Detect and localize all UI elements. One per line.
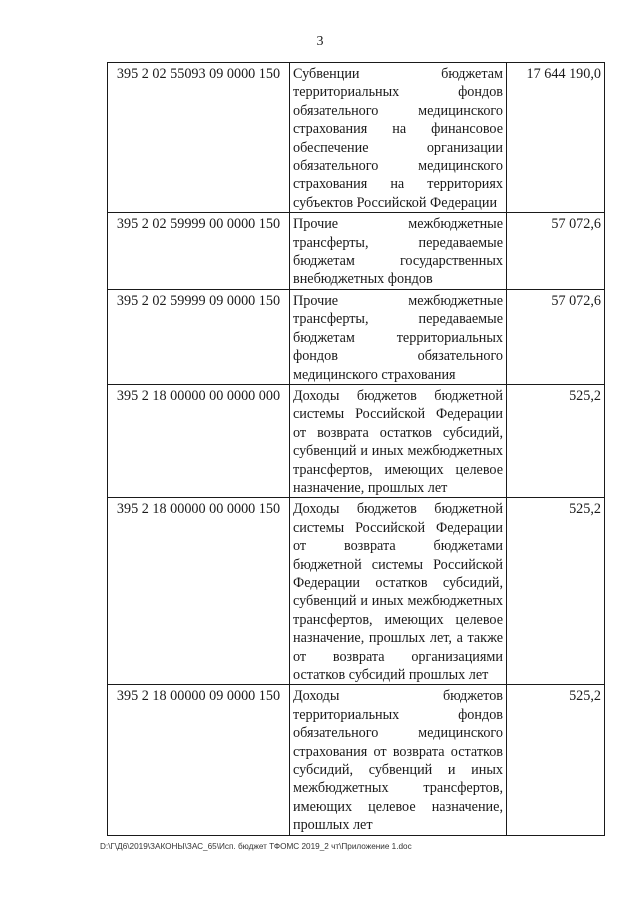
budget-code-cell: 395 2 02 59999 00 0000 150 [108,213,290,290]
budget-code-cell: 395 2 02 59999 09 0000 150 [108,289,290,384]
amount-cell: 525,2 [507,685,605,835]
file-path-footer: D:\Г\Д6\2019\ЗАКОНЫ\ЗАС_65\Исп. бюджет ТФОМС 2019_2 чт\Приложение 1.doc [100,842,412,851]
table-row [108,384,605,497]
income-name-cell: Прочие межбюджетные трансферты, передаваемые бюджетам территориальных фондов обязательного медицинского страхования [290,289,507,384]
income-name-cell: Доходы бюджетов бюджетной системы Российской Федерации от возврата бюджетами бюджетной системы Российской Федерации остатков субсидий, субвенций и иных межбюджетных трансфертов, имеющих целевое назначение, прошлых лет, а также от возврата организациями остатков субсидий прошлых лет [290,498,507,685]
amount-cell: 525,2 [507,498,605,685]
budget-code-cell: 395 2 18 00000 00 0000 000 [108,384,290,497]
budget-code-cell: 395 2 18 00000 00 0000 150 [108,498,290,685]
income-name-cell: Доходы бюджетов территориальных фондов обязательного медицинского страхования от возврата остатков субсидий, субвенций и иных межбюджетных трансфертов, имеющих целевое назначение, прошлых лет [290,685,507,835]
amount-cell: 525,2 [507,384,605,497]
table-row [108,289,605,384]
amount-cell: 17 644 190,0 [507,63,605,213]
table-row [108,63,605,213]
table-row [108,213,605,290]
income-name-cell: Прочие межбюджетные трансферты, передаваемые бюджетам государственных внебюджетных фондов [290,213,507,290]
income-name-cell: Доходы бюджетов бюджетной системы Российской Федерации от возврата остатков субсидий, субвенций и иных межбюджетных трансфертов, имеющих целевое назначение, прошлых лет [290,384,507,497]
budget-table [107,62,605,836]
page-number: 3 [316,34,324,49]
amount-cell: 57 072,6 [507,289,605,384]
amount-cell: 57 072,6 [507,213,605,290]
budget-code-cell: 395 2 18 00000 09 0000 150 [108,685,290,835]
table-row [108,685,605,835]
income-name-cell: Субвенции бюджетам территориальных фондов обязательного медицинского страхования на финансовое обеспечение организации обязательного медицинского страхования на территориях субъектов Российской Федерации [290,63,507,213]
budget-code-cell: 395 2 02 55093 09 0000 150 [108,63,290,213]
table-row [108,498,605,685]
